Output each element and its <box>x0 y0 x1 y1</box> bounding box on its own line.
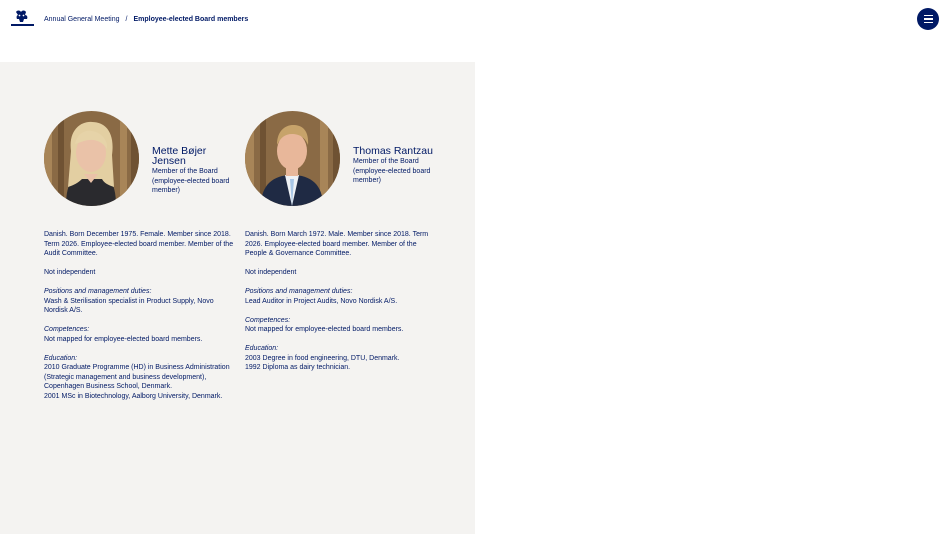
member-bio-summary: Danish. Born December 1975. Female. Member since 2018. Term 2026. Employee-elected board member. Member of the Audit Committee. <box>44 231 234 257</box>
positions-label: Positions and management duties: <box>245 288 353 295</box>
education-label: Education: <box>245 345 279 352</box>
breadcrumb-current: Employee-elected Board members <box>133 16 249 23</box>
positions-value: Lead Auditor in Project Audits, Novo Nordisk A/S. <box>245 297 398 305</box>
member-photo-avatar <box>44 111 139 206</box>
breadcrumb-separator: / <box>125 16 128 23</box>
competences-label: Competences: <box>245 316 291 324</box>
education-item: 1992 Diploma as dairy technician. <box>245 364 351 371</box>
competences-value: Not mapped for employee-elected board members. <box>44 335 203 343</box>
positions-label: Positions and management duties: <box>44 288 152 295</box>
education-item: 2001 MSc in Biotechnology, Aalborg University, Denmark. <box>44 392 223 400</box>
member-photo-avatar <box>245 111 340 206</box>
page-header <box>0 0 949 40</box>
member-name: Thomas Rantzau <box>353 145 433 157</box>
menu-bar-icon <box>924 22 933 23</box>
member-name: Mette Bøjer Jensen <box>152 145 207 167</box>
competences-label: Competences: <box>44 326 90 333</box>
positions-value: Wash & Sterilisation specialist in Product Supply, Novo Nordisk A/S. <box>44 297 214 314</box>
member-role: Member of the Board (employee-elected board member) <box>152 168 230 194</box>
board-members-panel <box>0 62 475 534</box>
member-bio-summary: Danish. Born March 1972. Male. Member since 2018. Term 2026. Employee-elected board member. Member of the People & Governance Committee. <box>245 231 429 257</box>
member-bio <box>44 230 234 401</box>
member-role: Member of the Board (employee-elected board member) <box>353 158 431 184</box>
competences-value: Not mapped for employee-elected board members. <box>245 326 404 333</box>
breadcrumb-parent-link[interactable]: Annual General Meeting <box>44 16 120 23</box>
member-independence: Not independent <box>44 269 96 276</box>
breadcrumb <box>44 15 248 25</box>
education-label: Education: <box>44 354 78 362</box>
menu-bar-icon <box>924 18 933 19</box>
novo-nordisk-logo-icon[interactable] <box>10 9 35 27</box>
menu-bar-icon <box>924 15 933 16</box>
education-item: 2010 Graduate Programme (HD) in Business Administration (Strategic management and business development), Copenhagen Business School, Denmark. <box>44 364 230 390</box>
member-bio <box>245 230 437 373</box>
hamburger-menu-button[interactable] <box>917 8 939 30</box>
member-independence: Not independent <box>245 269 297 276</box>
education-item: 2003 Degree in food engineering, DTU, Denmark. <box>245 354 400 362</box>
